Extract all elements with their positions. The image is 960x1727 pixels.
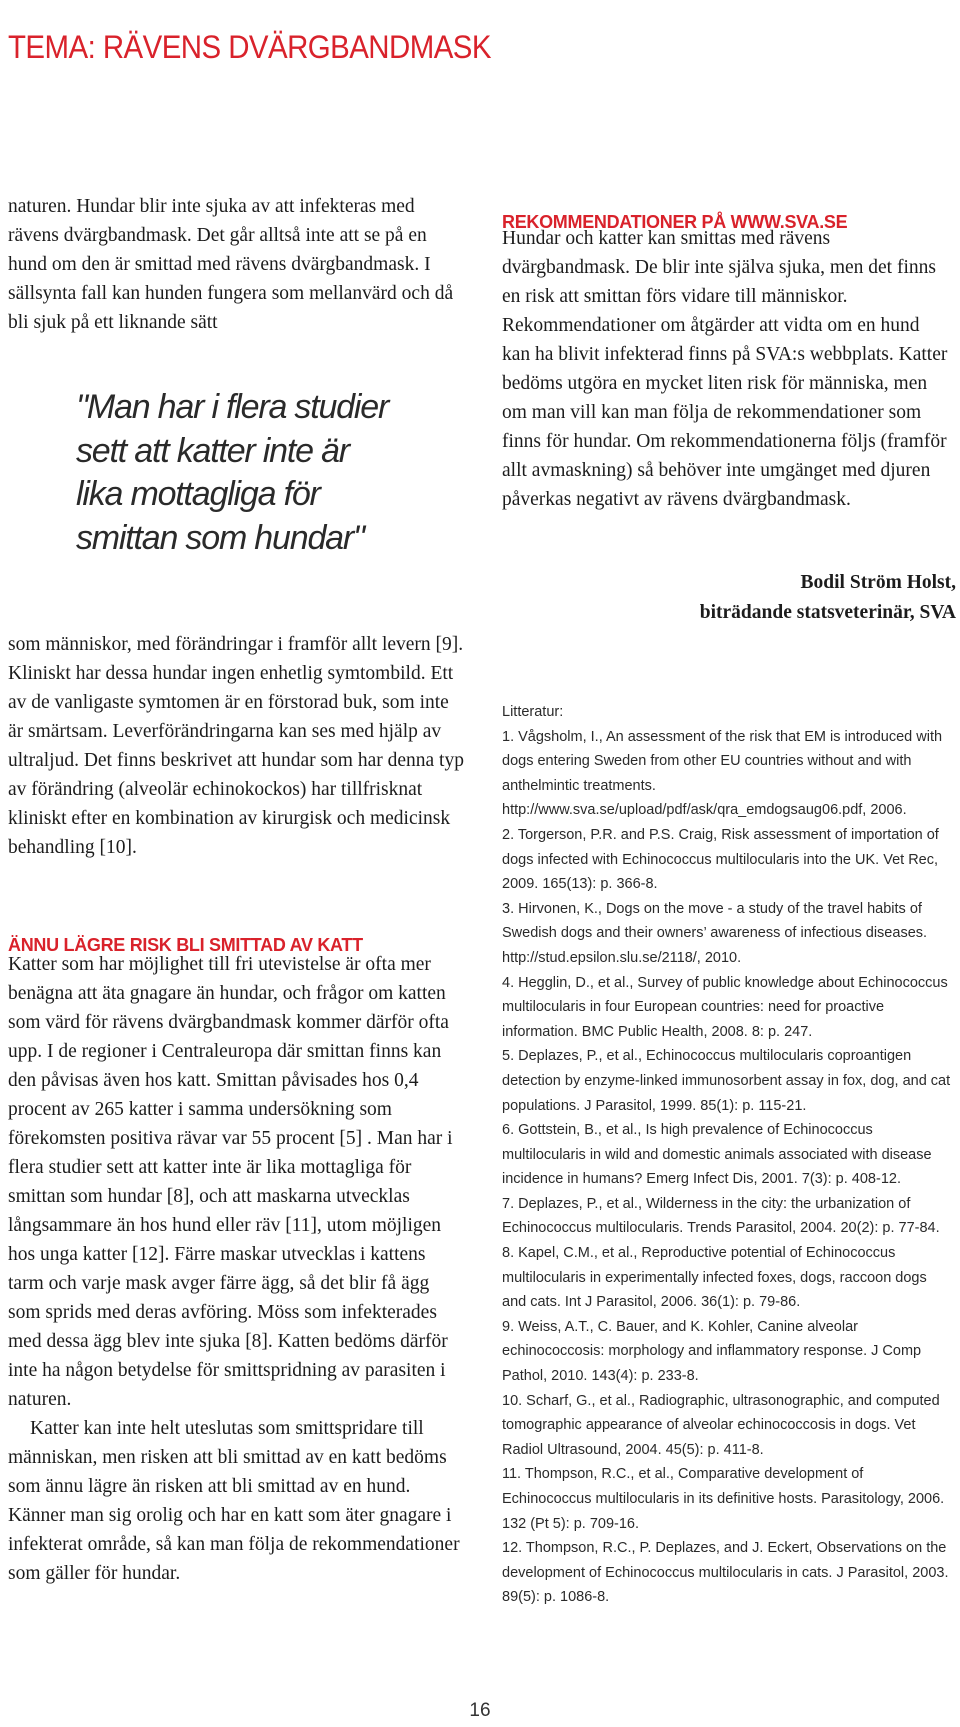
page-number: 16	[469, 1700, 491, 1721]
recommendations-box	[502, 224, 950, 514]
cat-risk-heading: ÄNNU LÄGRE RISK BLI SMITTAD AV KATT	[8, 934, 363, 955]
references-label: Litteratur:	[502, 704, 564, 720]
continuation-paragraph	[8, 630, 466, 862]
cat-risk-paragraph-1: Katter som har möjlighet till fri utevistelse är ofta mer benägna att äta gnagare än hundar, och frågor om katten som värd för rävens dvärgbandmask kommer därför ofta upp. I de regioner i Centraleuropa där smittan finns kan den påvisas även hos katt. Smittan påvisades hos 0,4 procent av 265 katter i samma undersökning som förekomsten positiva rävar var 55 procent [5] . Man har i flera studier sett att katter inte är lika mottagliga för smittan som hundar [8], och att maskarna utvecklas långsammare än hos hund eller räv [11], utom möjligen hos unga katter [12]. Färre maskar utvecklas i kattens tarm och varje mask avger färre ägg, så det blir få ägg som sprids med deras avföring. Möss som infekterades med dessa ägg blev inte sjuka [8]. Katten bedöms därför inte ha någon betydelse för smittspridning av parasiten i naturen.	[8, 954, 453, 1410]
continuation-text: som människor, med förändringar i framför allt levern [9]. Kliniskt har dessa hundar ingen enhetlig symtombild. Ett av de vanligaste symtomen är en förstorad buk, som inte är smärtsam. Leverförändringarna kan ses med hjälp av ultraljud. Det finns beskrivet att hundar som har denna typ av förändring (alveolär echinokockos) har tillfrisknat kliniskt efter en kombination av kirurgisk och medicinsk behandling [10].	[8, 634, 464, 858]
pull-quote-line: lika mottagliga för	[76, 475, 320, 513]
recommendations-heading: REKOMMENDATIONER PÅ WWW.SVA.SE	[502, 211, 848, 232]
reference-item: 4. Hegglin, D., et al., Survey of public knowledge about Echinococcus multilocularis in four European countries: need for proactive information. BMC Public Health, 2008. 8: p. 247.	[502, 974, 948, 1040]
cat-risk-paragraph-2: Katter kan inte helt uteslutas som smittspridare till människan, men risken att bli smittad av en katt bedöms som ännu lägre än risken att bli smittad av en hund. Känner man sig orolig och har en katt som äter gnagare i infekterat område, så kan man följa de rekommendationer som gäller för hundar.	[8, 1418, 460, 1584]
reference-item: 3. Hirvonen, K., Dogs on the move - a study of the travel habits of Swedish dogs and their owners’ awareness of infectious diseases. http://stud.epsilon.slu.se/2118/, 2010.	[502, 900, 928, 966]
pull-quote-line: sett att katter inte är	[76, 431, 349, 470]
pull-quote-line: "Man har i flera studier	[76, 388, 389, 426]
pull-quote	[76, 386, 476, 560]
reference-item: 12. Thompson, R.C., P. Deplazes, and J. Eckert, Observations on the development of Echinococcus multilocularis in cats. J Parasitol, 2003. 89(5): p. 1086-8.	[502, 1540, 949, 1606]
references-list	[502, 700, 952, 1610]
reference-item: 9. Weiss, A.T., C. Bauer, and K. Kohler, Canine alveolar echinococcosis: morphology and inflammatory response. J Comp Pathol, 2010. 143(4): p. 233-8.	[502, 1318, 922, 1385]
reference-item: 5. Deplazes, P., et al., Echinococcus multilocularis coproantigen detection by enzyme-linked immunosorbent assay in fox, dog, and cat populations. J Parasitol, 1999. 85(1): p. 115-21.	[502, 1048, 951, 1114]
reference-item: 8. Kapel, C.M., et al., Reproductive potential of Echinococcus multilocularis in experimentally infected foxes, dogs, raccoon dogs and cats. Int J Parasitol, 2006. 36(1): p. 79-86.	[502, 1245, 927, 1311]
author-signature	[516, 568, 956, 628]
recommendations-text: Hundar och katter kan smittas med rävens dvärgbandmask. De blir inte själva sjuka, men det finns en risk att smittan förs vidare till människor. Rekommendationer om åtgärder att vidta om en hund kan ha blivit infekterad finns på SVA:s webbplats. Katter bedöms utgöra en mycket liten risk för människa, men om man vill kan man följa de rekommendationer som finns för hundar. Om rekommendationerna följs (framför allt avmaskning) så behöver inte umgänget med djuren påverkas negativt av rävens dvärgbandmask.	[502, 228, 948, 510]
author-name: Bodil Ström Holst,	[800, 572, 956, 593]
reference-item: 2. Torgerson, P.R. and P.S. Craig, Risk assessment of importation of dogs infected with Echinococcus multilocularis into the UK. Vet Rec, 2009. 165(13): p. 366-8.	[502, 826, 939, 893]
section-header-title: TEMA: RÄVENS DVÄRGBANDMASK	[8, 29, 491, 66]
reference-item: 10. Scharf, G., et al., Radiographic, ultrasonographic, and computed tomographic appearance of alveolar echinococcosis in dogs. Vet Radiol Ultrasound, 2004. 45(5): p. 411-8.	[502, 1392, 940, 1458]
intro-text: naturen. Hundar blir inte sjuka av att infekteras med rävens dvärgbandmask. Det går alltså inte att se på en hund om den är smittad med rävens dvärgbandmask. I sällsynta fall kan hunden fungera som mellanvärd och då bli sjuk på ett liknande sätt	[8, 196, 454, 333]
reference-item: 7. Deplazes, P., et al., Wilderness in the city: the urbanization of Echinococcus multilocularis. Trends Parasitol, 2004. 20(2): p. 77-84.	[502, 1195, 940, 1237]
intro-paragraph	[8, 192, 468, 337]
pull-quote-line: smittan som hundar"	[76, 518, 364, 557]
reference-item: 11. Thompson, R.C., et al., Comparative development of Echinococcus multilocularis in its definitive hosts. Parasitology, 2006. 132 (Pt 5): p. 709-16.	[502, 1466, 945, 1532]
reference-item: 6. Gottstein, B., et al., Is high prevalence of Echinococcus multilocularis in wild and domestic animals associated with disease incidence in humans? Emerg Infect Dis, 2001. 7(3): p. 408-12.	[502, 1122, 932, 1188]
cat-risk-section	[8, 950, 466, 1588]
reference-item: 1. Vågsholm, I., An assessment of the risk that EM is introduced with dogs entering Sweden from other EU countries without and with anthelmintic treatments. http://www.sva.se/upload/pdf/ask/qra_emdogsaug06.pdf, 2006.	[502, 728, 943, 819]
author-title: biträdande statsveterinär, SVA	[699, 602, 956, 623]
